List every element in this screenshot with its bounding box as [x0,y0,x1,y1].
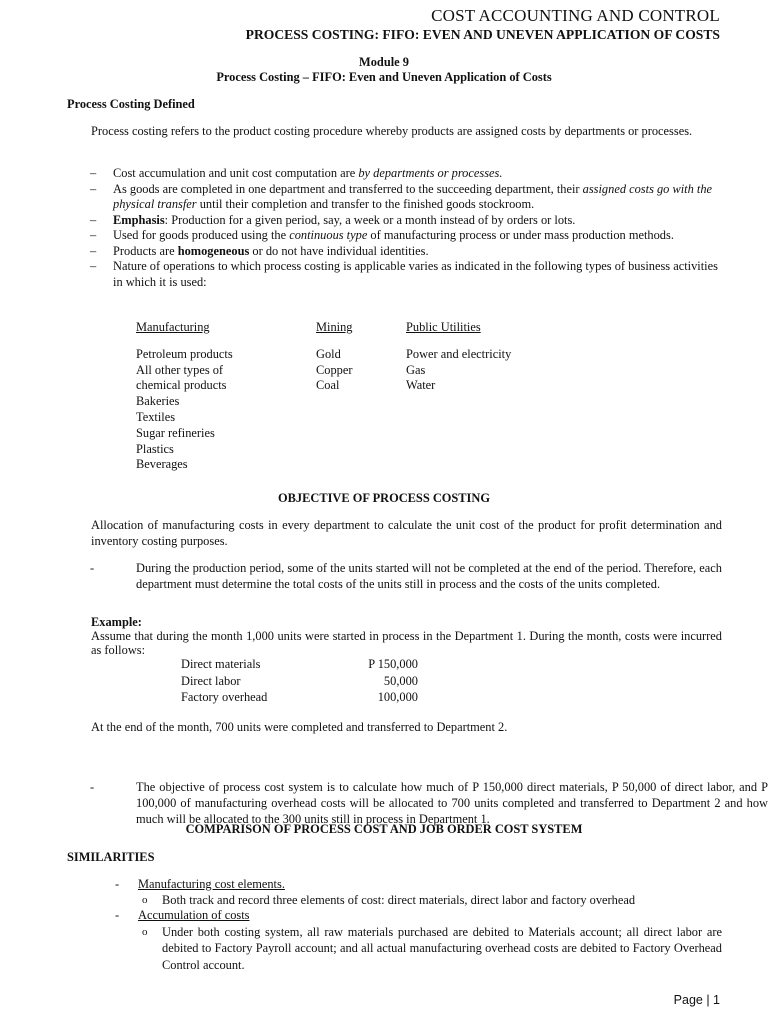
manufacturing-item: Textiles [136,409,176,424]
column-header-mining: Mining [316,320,353,334]
list-item: o Both track and record three elements of cost: direct materials, direct labor and factory overhead [90,893,722,909]
utilities-item: Water [406,378,436,393]
cost-amount: P 150,000 [368,657,418,671]
defined-intro: Process costing refers to the product costing procedure whereby products are assigned costs by departments or processes. [91,124,693,138]
manufacturing-item: Sugar refineries [136,425,215,440]
mining-item: Gold [316,346,341,361]
list-item: o Under both costing system, all raw materials purchased are debited to Materials account; all direct labor are debited to Factory Payroll account; and all actual manufacturing overhead costs are debited to Factory Overhead Control account. [90,924,722,974]
module-label: Module 9 [359,55,409,69]
section-heading-comparison: COMPARISON OF PROCESS COST AND JOB ORDER COST SYSTEM [185,822,583,836]
list-item: – As goods are completed in one department and transferred to the succeeding department, their assigned costs go with the physical transfer until their completion and transfer to the finished goods stockroom. [90,182,722,213]
list-item: – Emphasis: Production for a given period, say, a week or a month instead of by orders or lots. [90,213,722,229]
page-number: Page | 1 [673,993,720,1007]
cost-amount: 50,000 [383,673,418,688]
manufacturing-item: chemical products [136,378,227,393]
mining-item: Coal [316,378,340,393]
document-subtitle: PROCESS COSTING: FIFO: EVEN AND UNEVEN APPLICATION OF COSTS [245,27,720,42]
list-item: – Nature of operations to which process costing is applicable varies as indicated in the following types of business activities in which it is used: [90,259,722,290]
utilities-item: Gas [406,362,426,377]
section-heading-objective: OBJECTIVE OF PROCESS COSTING [278,491,490,505]
cost-label: Direct labor [181,673,241,688]
manufacturing-item: Petroleum products [136,346,233,361]
cost-amount: 100,000 [377,690,418,704]
table-row [181,689,418,706]
list-item: – Products are homogeneous or do not have individual identities. [90,244,722,260]
column-header-manufacturing: Manufacturing [136,320,210,334]
list-item: - Manufacturing cost elements. [90,877,722,893]
list-item: – Used for goods produced using the continuous type of manufacturing process or under mass production methods. [90,228,722,244]
list-item: – Cost accumulation and unit cost computation are by departments or processes. [90,166,722,182]
cost-table [181,656,418,706]
manufacturing-item: Plastics [136,441,174,456]
section-heading-defined: Process Costing Defined [67,97,195,111]
objective-text: Allocation of manufacturing costs in every department to calculate the unit cost of the product for profit determination and inventory costing purposes. [91,518,722,548]
table-row [181,673,418,690]
example-end-text: At the end of the month, 700 units were completed and transferred to Department 2. [91,720,508,734]
example-heading: Example: [91,615,142,629]
mining-item: Copper [316,362,353,377]
example-bullet: - The objective of process cost system is to calculate how much of P 150,000 direct materials, P 50,000 of direct labor, and P 100,000 of manufacturing overhead costs will be allocated to 700 units completed and transferred to Department 2 and how much will be allocated to the 300 units still in process in Department 1. [90,779,768,827]
manufacturing-item: Beverages [136,457,188,472]
similarities-heading: SIMILARITIES [67,850,155,864]
manufacturing-item: Bakeries [136,394,180,409]
example-text: Assume that during the month 1,000 units were started in process in the Department 1. During the month, costs were incurred as follows: [91,629,722,657]
module-title: Process Costing – FIFO: Even and Uneven Application of Costs [216,70,552,84]
table-row [181,656,418,673]
objective-bullet: - During the production period, some of the units started will not be completed at the end of the period. Therefore, each department must determine the total costs of the units still in process and the costs of the units completed. [90,561,722,592]
utilities-item: Power and electricity [406,346,512,361]
list-item: - Accumulation of costs [90,908,722,924]
document-title: COST ACCOUNTING AND CONTROL [431,6,720,25]
defined-bullets [90,166,722,290]
manufacturing-item: All other types of [136,362,224,377]
cost-label: Direct materials [181,657,261,671]
column-header-utilities: Public Utilities [406,320,481,334]
similarities-list [90,877,722,973]
industries-table [136,320,511,473]
cost-label: Factory overhead [181,690,268,704]
